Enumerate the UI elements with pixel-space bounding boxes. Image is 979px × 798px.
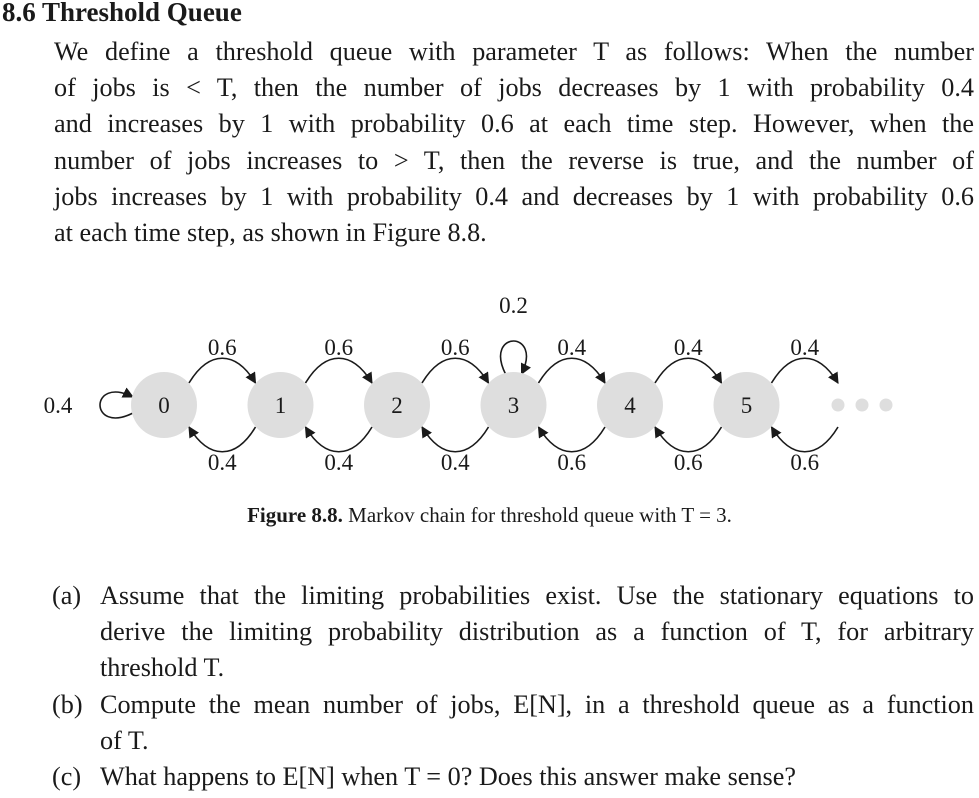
question-list xyxy=(0,578,979,795)
self-loop-prob-label: 0.4 xyxy=(43,393,73,418)
backward-prob-label: 0.6 xyxy=(790,450,820,475)
state-label: 1 xyxy=(274,393,287,418)
question-line: of T. xyxy=(100,725,149,755)
backward-transition-arrow xyxy=(772,427,839,452)
forward-transition-arrow xyxy=(772,358,839,383)
backward-transition-arrow xyxy=(539,427,606,452)
body-paragraph xyxy=(54,34,974,251)
figure-caption xyxy=(0,503,979,528)
forward-prob-label: 0.4 xyxy=(557,335,587,360)
paragraph-line: at each time step, as shown in Figure 8.8. xyxy=(54,218,487,248)
backward-prob-label: 0.4 xyxy=(324,450,354,475)
paragraph-line: number of jobs increases to > T, then the reverse is true, and the number of xyxy=(54,145,974,175)
continuation-dot xyxy=(856,399,869,412)
forward-prob-label: 0.6 xyxy=(324,335,354,360)
section-title: 8.6 Threshold Queue xyxy=(2,0,242,27)
self-loop-prob-label: 0.2 xyxy=(499,293,528,318)
state-label: 4 xyxy=(624,393,636,418)
forward-transition-arrow xyxy=(189,358,256,383)
paragraph-line: of jobs is < T, then the number of jobs decreases by 1 with probability 0.4 xyxy=(54,73,974,103)
forward-transition-arrow xyxy=(422,358,489,383)
paragraph-line: and increases by 1 with probability 0.6 at each time step. However, when the xyxy=(54,109,974,139)
markov-chain-figure xyxy=(0,285,979,485)
question-line: Compute the mean number of jobs, E[N], in a threshold queue as a function xyxy=(100,689,974,719)
backward-prob-label: 0.6 xyxy=(557,450,587,475)
forward-prob-label: 0.4 xyxy=(790,335,820,360)
backward-transition-arrow xyxy=(655,427,722,452)
backward-transition-arrow xyxy=(306,427,373,452)
question-c xyxy=(0,759,979,795)
backward-prob-label: 0.4 xyxy=(207,450,237,475)
forward-prob-label: 0.6 xyxy=(440,335,470,360)
state-label: 2 xyxy=(391,393,403,418)
question-line: derive the limiting probability distribution as a function of T, for arbitrary xyxy=(100,617,974,647)
state-label: 5 xyxy=(740,393,753,418)
question-label: (c) xyxy=(52,762,82,792)
forward-transition-arrow xyxy=(306,358,373,383)
forward-prob-label: 0.6 xyxy=(207,335,237,360)
question-label: (b) xyxy=(52,689,83,719)
forward-prob-label: 0.4 xyxy=(673,335,703,360)
backward-prob-label: 0.4 xyxy=(440,450,470,475)
self-loop-arrow xyxy=(501,341,527,374)
paragraph-line: jobs increases by 1 with probability 0.4 and decreases by 1 with probability 0.6 xyxy=(54,181,974,211)
continuation-dot xyxy=(880,399,893,412)
forward-transition-arrow xyxy=(539,358,606,383)
continuation-dot xyxy=(832,399,845,412)
caption-text: Markov chain for threshold queue with T = 3. xyxy=(348,503,732,527)
backward-transition-arrow xyxy=(189,427,256,452)
question-line: threshold T. xyxy=(100,653,225,683)
question-line: Assume that the limiting probabilities exist. Use the stationary equations to xyxy=(100,581,974,610)
backward-transition-arrow xyxy=(422,427,489,452)
question-b xyxy=(0,687,979,759)
self-loop-arrow xyxy=(100,392,133,418)
paragraph-line: We define a threshold queue with parameter T as follows: When the number xyxy=(54,37,974,66)
question-line: What happens to E[N] when T = 0? Does this answer make sense? xyxy=(100,762,796,792)
state-label: 0 xyxy=(158,393,170,418)
question-label: (a) xyxy=(52,581,82,610)
question-a xyxy=(0,578,979,687)
forward-transition-arrow xyxy=(655,358,722,383)
caption-label: Figure 8.8. xyxy=(247,503,343,527)
state-label: 3 xyxy=(507,393,520,418)
backward-prob-label: 0.6 xyxy=(673,450,703,475)
